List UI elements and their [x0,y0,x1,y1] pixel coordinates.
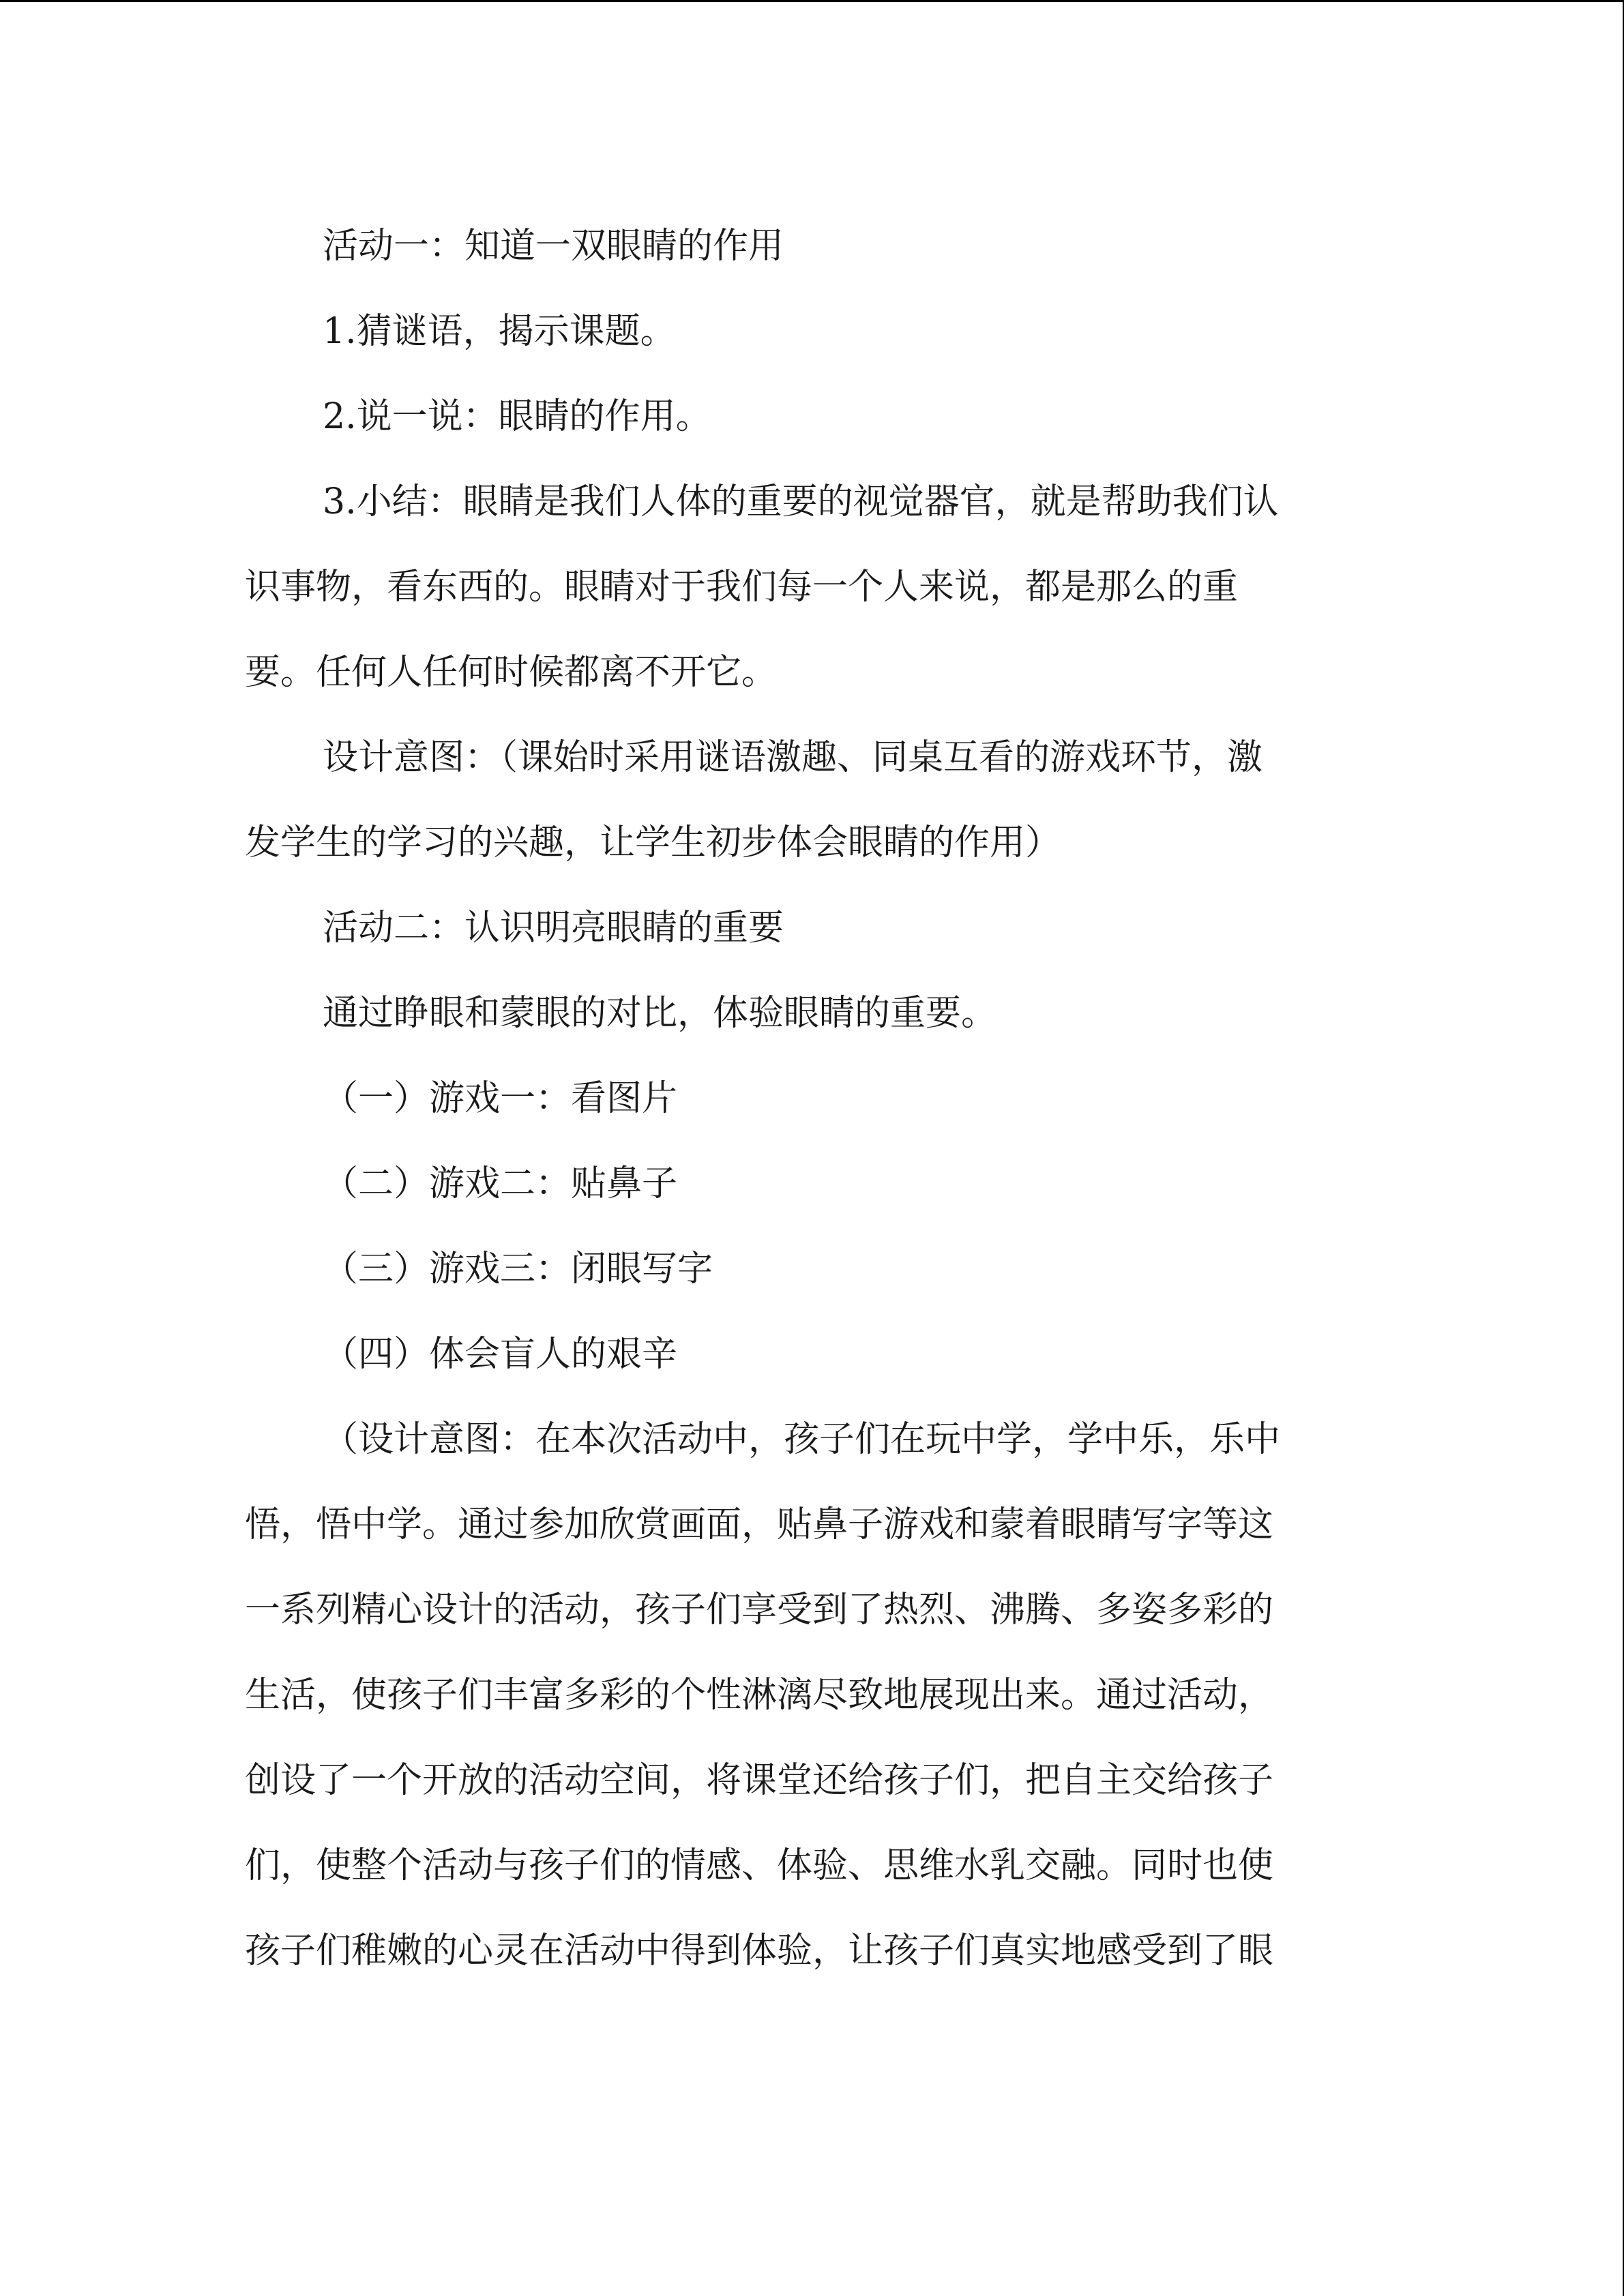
design-intent-2-line-2: 悟，悟中学。通过参加欣赏画面，贴鼻子游戏和蒙着眼睛写字等这 [245,1504,1274,1545]
design-intent-2-line-7: 孩子们稚嫩的心灵在活动中得到体验，让孩子们真实地感受到了眼 [245,1930,1274,1971]
summary-line-1: 3.小结：眼睛是我们人体的重要的视觉器官，就是帮助我们认 [323,481,1279,522]
document-body [245,204,1354,1994]
step1-line: 1.猜谜语，揭示课题。 [323,311,676,352]
design-intent-2-line-1: （设计意图：在本次活动中，孩子们在玩中学，学中乐，乐中 [323,1419,1281,1460]
activity2-heading: 活动二：认识明亮眼睛的重要 [323,908,784,949]
game-item-1: （一）游戏一：看图片 [323,1078,678,1119]
summary-line-3: 要。任何人任何时候都离不开它。 [245,652,778,693]
game-item-3: （三）游戏三：闭眼写字 [323,1249,713,1289]
step2-line: 2.说一说：眼睛的作用。 [323,396,711,437]
design-intent-2-line-5: 创设了一个开放的活动空间，将课堂还给孩子们，把自主交给孩子 [245,1760,1274,1801]
activity2-intro: 通过睁眼和蒙眼的对比，体验眼睛的重要。 [323,993,997,1034]
design-intent-1-line-2: 发学生的学习的兴趣，让学生初步体会眼睛的作用） [245,822,1061,863]
summary-line-2: 识事物，看东西的。眼睛对于我们每一个人来说，都是那么的重 [245,567,1239,608]
design-intent-2-line-4: 生活，使孩子们丰富多彩的个性淋漓尽致地展现出来。通过活动， [245,1675,1274,1716]
design-intent-2-line-6: 们，使整个活动与孩子们的情感、体验、思维水乳交融。同时也使 [245,1845,1274,1886]
design-intent-1-line-1: 设计意图：（课始时采用谜语激趣、同桌互看的游戏环节，激 [323,737,1263,778]
game-item-2: （二）游戏二：贴鼻子 [323,1163,678,1204]
activity1-heading: 活动一：知道一双眼睛的作用 [323,226,784,267]
game-item-4: （四）体会盲人的艰辛 [323,1334,678,1375]
design-intent-2-line-3: 一系列精心设计的活动，孩子们享受到了热烈、沸腾、多姿多彩的 [245,1590,1274,1630]
